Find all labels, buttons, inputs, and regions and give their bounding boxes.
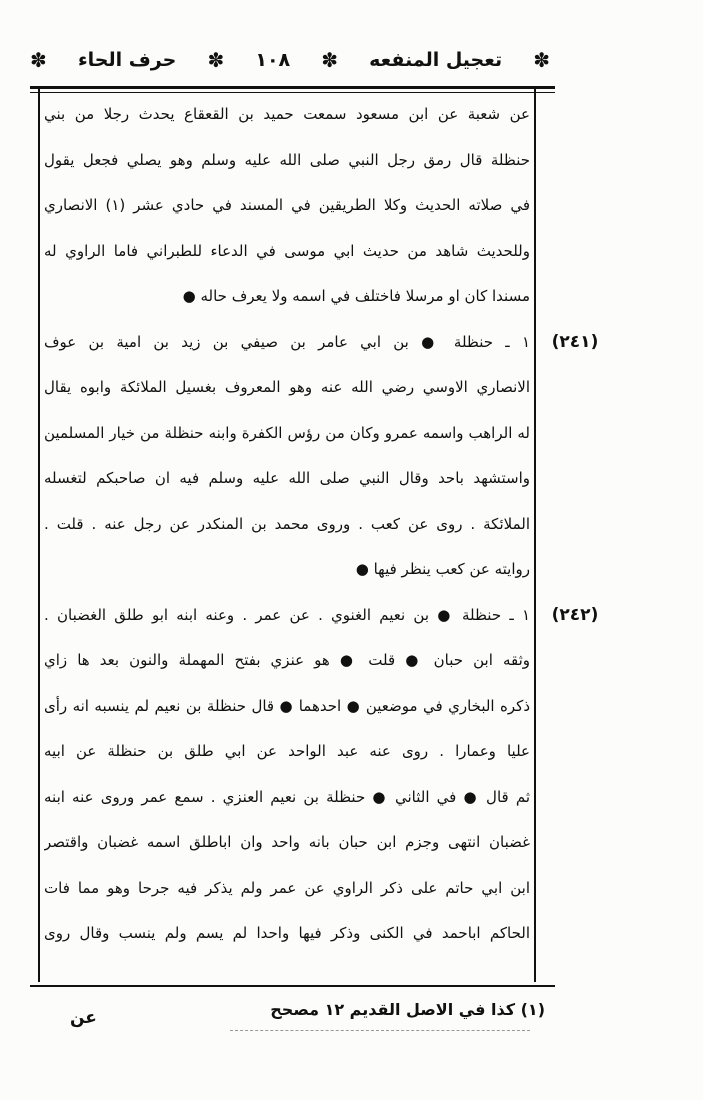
ornament-icon: ✽ [533,48,550,72]
text-line: في صلاته الحديث وكلا الطريقين في المسند في حادي عشر (١) الانصاري [44,196,530,214]
catchword: عن [70,1008,97,1028]
ornament-icon: ✽ [321,48,339,72]
ornament-icon: ✽ [207,48,225,72]
body-text [44,92,530,957]
text-line: له الراهب واسمه عمرو وكان من رؤس الكفرة وابنه حنظلة من خيار المسلمين [44,423,530,442]
text-line: روايته عن كعب ينظر فيها ● [355,560,530,578]
text-line: ثم قال ● في الثاني ● حنظلة بن نعيم العنزي . سمع عمر وروى عنه ابنه [44,787,530,806]
text-line: ابن ابي حاتم على ذكر الراوي عن عمر ولم يذكر فيه جرحا وهو مما فات [44,878,530,897]
text-line: الحاكم اباحمد في الكنى وذكر فيها واحدا لم يسم ولم ينسب وقال روى [44,924,530,942]
section-title: حرف الحاء [77,49,177,71]
text-line: وثقه ابن حبان ● قلت ● هو عنزي بفتح المهملة والنون بعد ها زاي [44,651,530,669]
text-line: الملائكة . روى عن كعب . وروى محمد بن المنكدر عن رجل عنه . قلت . [44,514,530,533]
book-title: تعجيل المنفعه [369,49,503,71]
page-number: ١٠٨ [255,49,291,71]
entry-number: (٢٤١) [551,331,599,352]
text-line: مسندا كان او مرسلا فاختلف في اسمه ولا يعرف حاله ● [182,287,530,305]
ornament-icon: ✽ [30,48,47,72]
entry-number: (٢٤٢) [551,604,599,625]
right-border [534,86,536,982]
text-line: ١ ـ حنظلة ● بن نعيم الغنوي . عن عمر . وعنه ابنه ابو طلق الغضبان . [44,605,530,624]
text-line: وللحديث شاهد من حديث ابي موسى في الدعاء للطبراني فاما الراوي له [44,241,530,260]
footnote-dashed-rule [230,1030,530,1031]
text-line: عن شعبة عن ابن مسعود سمعت حميد بن القعقاع يحدث رجلا من بني [44,105,530,123]
left-border [38,86,40,982]
top-border [30,86,555,89]
footnote: (١) كذا في الاصل القديم ١٢ مصحح [270,1000,545,1019]
text-line: عليا وعمارا . روى عنه عبد الواحد عن ابي طلق بن حنظلة عن ابيه [44,742,530,760]
running-header [30,40,550,80]
text-line: حنظلة قال رمق رجل النبي صلى الله عليه وسلم وهو يصلي فجعل يقول [44,150,530,169]
text-line: ذكره البخاري في موضعين ● احدهما ● قال حنظلة بن نعيم لم ينسبه انه رأى [44,696,530,715]
bottom-border [30,985,555,987]
text-line: الانصاري الاوسي رضي الله عنه وهو المعروف بغسيل الملائكة وابوه يقال [44,378,530,396]
text-line: ١ ـ حنظلة ● بن ابي عامر بن صيفي بن زيد بن امية بن عوف [44,332,530,351]
text-line: غضبان انتهى وجزم ابن حبان بانه واحد وان اباطلق اسمه غضبان واقتصر [44,833,530,851]
text-line: واستشهد باحد وقال النبي صلى الله عليه وسلم فيه ان صاحبكم لتغسله [44,469,530,487]
